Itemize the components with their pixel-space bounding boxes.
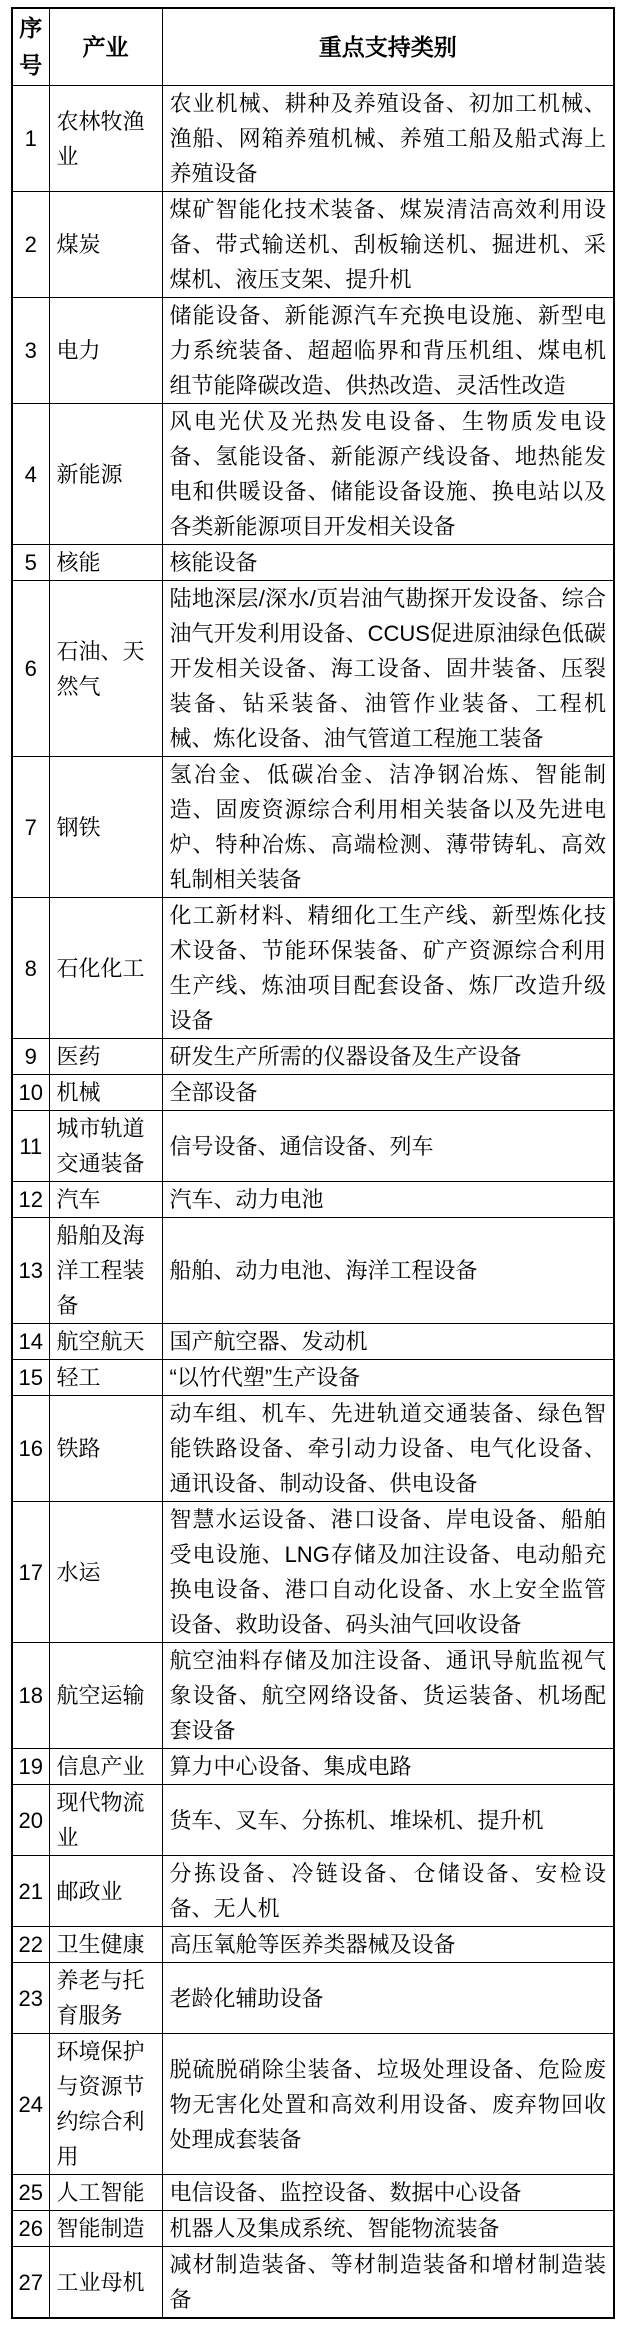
- industry-cell: 智能制造: [49, 2211, 162, 2247]
- categories-cell: 航空油料存储及加注设备、通讯导航监视气象设备、航空网络设备、货运装备、机场配套设备: [162, 1643, 614, 1749]
- industry-cell: 医药: [49, 1039, 162, 1075]
- table-row: [12, 1785, 614, 1856]
- serial-cell: 21: [12, 1856, 49, 1927]
- industry-cell: 电力: [49, 298, 162, 404]
- categories-cell: 汽车、动力电池: [162, 1182, 614, 1218]
- industry-cell: 船舶及海洋工程装备: [49, 1218, 162, 1324]
- categories-cell: 研发生产所需的仪器设备及生产设备: [162, 1039, 614, 1075]
- categories-cell: 化工新材料、精细化工生产线、新型炼化技术设备、节能环保装备、矿产资源综合利用生产线、炼油项目配套设备、炼厂改造升级设备: [162, 898, 614, 1039]
- table-row: [12, 898, 614, 1039]
- industry-cell: 机械: [49, 1075, 162, 1111]
- serial-cell: 19: [12, 1749, 49, 1785]
- categories-cell: 全部设备: [162, 1075, 614, 1111]
- categories-cell: 算力中心设备、集成电路: [162, 1749, 614, 1785]
- industry-cell: 新能源: [49, 404, 162, 545]
- serial-cell: 25: [12, 2175, 49, 2211]
- industry-cell: 钢铁: [49, 757, 162, 898]
- serial-cell: 10: [12, 1075, 49, 1111]
- categories-cell: 高压氧舱等医养类器械及设备: [162, 1927, 614, 1963]
- categories-cell: 船舶、动力电池、海洋工程设备: [162, 1218, 614, 1324]
- table-row: [12, 404, 614, 545]
- categories-cell: 脱硫脱硝除尘装备、垃圾处理设备、危险废物无害化处置和高效利用设备、废弃物回收处理成套装备: [162, 2034, 614, 2175]
- categories-cell: 储能设备、新能源汽车充换电设施、新型电力系统装备、超超临界和背压机组、煤电机组节能降碳改造、供热改造、灵活性改造: [162, 298, 614, 404]
- industry-cell: 煤炭: [49, 192, 162, 298]
- industry-cell: 航空运输: [49, 1643, 162, 1749]
- serial-cell: 6: [12, 581, 49, 757]
- table-row: [12, 1218, 614, 1324]
- industry-cell: 航空航天: [49, 1324, 162, 1360]
- serial-cell: 27: [12, 2247, 49, 2319]
- categories-cell: 分拣设备、冷链设备、仓储设备、安检设备、无人机: [162, 1856, 614, 1927]
- categories-cell: 货车、叉车、分拣机、堆垛机、提升机: [162, 1785, 614, 1856]
- categories-cell: 智慧水运设备、港口设备、岸电设备、船舶受电设施、LNG存储及加注设备、电动船充换电设备、港口自动化设备、水上安全监管设备、救助设备、码头油气回收设备: [162, 1502, 614, 1643]
- table-row: [12, 1075, 614, 1111]
- categories-cell: 农业机械、耕种及养殖设备、初加工机械、渔船、网箱养殖机械、养殖工船及船式海上养殖设备: [162, 86, 614, 192]
- serial-cell: 20: [12, 1785, 49, 1856]
- table-row: [12, 1396, 614, 1502]
- table-row: [12, 2247, 614, 2319]
- industry-cell: 石化化工: [49, 898, 162, 1039]
- serial-cell: 24: [12, 2034, 49, 2175]
- serial-cell: 17: [12, 1502, 49, 1643]
- table-row: [12, 1360, 614, 1396]
- industry-cell: 核能: [49, 545, 162, 581]
- categories-cell: 核能设备: [162, 545, 614, 581]
- serial-cell: 11: [12, 1111, 49, 1182]
- serial-cell: 12: [12, 1182, 49, 1218]
- table-row: [12, 1749, 614, 1785]
- industry-cell: 邮政业: [49, 1856, 162, 1927]
- table-body: [12, 86, 614, 2319]
- categories-cell: 减材制造装备、等材制造装备和增材制造装备: [162, 2247, 614, 2319]
- table-row: [12, 1856, 614, 1927]
- header-row: [12, 8, 614, 86]
- serial-cell: 23: [12, 1963, 49, 2034]
- industry-cell: 汽车: [49, 1182, 162, 1218]
- categories-cell: 信号设备、通信设备、列车: [162, 1111, 614, 1182]
- industry-cell: 信息产业: [49, 1749, 162, 1785]
- table-row: [12, 86, 614, 192]
- serial-cell: 7: [12, 757, 49, 898]
- categories-cell: 动车组、机车、先进轨道交通装备、绿色智能铁路设备、牵引动力设备、电气化设备、通讯设备、制动设备、供电设备: [162, 1396, 614, 1502]
- categories-cell: 氢冶金、低碳冶金、洁净钢冶炼、智能制造、固废资源综合利用相关装备以及先进电炉、特种冶炼、高端检测、薄带铸轧、高效轧制相关装备: [162, 757, 614, 898]
- table-row: [12, 581, 614, 757]
- table-row: [12, 2034, 614, 2175]
- table-row: [12, 1039, 614, 1075]
- header-industry: 产业: [49, 8, 162, 86]
- industry-cell: 工业母机: [49, 2247, 162, 2319]
- serial-cell: 14: [12, 1324, 49, 1360]
- industry-cell: 养老与托育服务: [49, 1963, 162, 2034]
- table-row: [12, 298, 614, 404]
- serial-cell: 18: [12, 1643, 49, 1749]
- serial-cell: 2: [12, 192, 49, 298]
- table-row: [12, 192, 614, 298]
- industry-cell: 卫生健康: [49, 1927, 162, 1963]
- table-row: [12, 1643, 614, 1749]
- industry-cell: 环境保护与资源节约综合利用: [49, 2034, 162, 2175]
- industry-support-table: [11, 7, 615, 2319]
- table-row: [12, 545, 614, 581]
- table-row: [12, 1963, 614, 2034]
- industry-cell: 水运: [49, 1502, 162, 1643]
- serial-cell: 8: [12, 898, 49, 1039]
- categories-cell: 电信设备、监控设备、数据中心设备: [162, 2175, 614, 2211]
- serial-cell: 22: [12, 1927, 49, 1963]
- table-row: [12, 1927, 614, 1963]
- serial-cell: 3: [12, 298, 49, 404]
- categories-cell: 机器人及集成系统、智能物流装备: [162, 2211, 614, 2247]
- categories-cell: 陆地深层/深水/页岩油气勘探开发设备、综合油气开发利用设备、CCUS促进原油绿色低碳开发相关设备、海工设备、固井装备、压裂装备、钻采装备、油管作业装备、工程机械、炼化设备、油气管道工程施工装备: [162, 581, 614, 757]
- table-row: [12, 1502, 614, 1643]
- industry-cell: 石油、天然气: [49, 581, 162, 757]
- serial-cell: 15: [12, 1360, 49, 1396]
- table-row: [12, 2175, 614, 2211]
- table-row: [12, 2211, 614, 2247]
- header-serial-number: 序号: [12, 8, 49, 86]
- table-row: [12, 1182, 614, 1218]
- serial-cell: 26: [12, 2211, 49, 2247]
- serial-cell: 4: [12, 404, 49, 545]
- industry-cell: 农林牧渔业: [49, 86, 162, 192]
- categories-cell: 老龄化辅助设备: [162, 1963, 614, 2034]
- table-row: [12, 1324, 614, 1360]
- serial-cell: 1: [12, 86, 49, 192]
- table-row: [12, 1111, 614, 1182]
- industry-cell: 轻工: [49, 1360, 162, 1396]
- table-row: [12, 757, 614, 898]
- serial-cell: 13: [12, 1218, 49, 1324]
- industry-cell: 现代物流业: [49, 1785, 162, 1856]
- header-key-support-categories: 重点支持类别: [162, 8, 614, 86]
- categories-cell: “以竹代塑”生产设备: [162, 1360, 614, 1396]
- categories-cell: 国产航空器、发动机: [162, 1324, 614, 1360]
- industry-cell: 城市轨道交通装备: [49, 1111, 162, 1182]
- serial-cell: 5: [12, 545, 49, 581]
- categories-cell: 煤矿智能化技术装备、煤炭清洁高效利用设备、带式输送机、刮板输送机、掘进机、采煤机、液压支架、提升机: [162, 192, 614, 298]
- serial-cell: 16: [12, 1396, 49, 1502]
- serial-cell: 9: [12, 1039, 49, 1075]
- industry-cell: 铁路: [49, 1396, 162, 1502]
- industry-cell: 人工智能: [49, 2175, 162, 2211]
- categories-cell: 风电光伏及光热发电设备、生物质发电设备、氢能设备、新能源产线设备、地热能发电和供暖设备、储能设备设施、换电站以及各类新能源项目开发相关设备: [162, 404, 614, 545]
